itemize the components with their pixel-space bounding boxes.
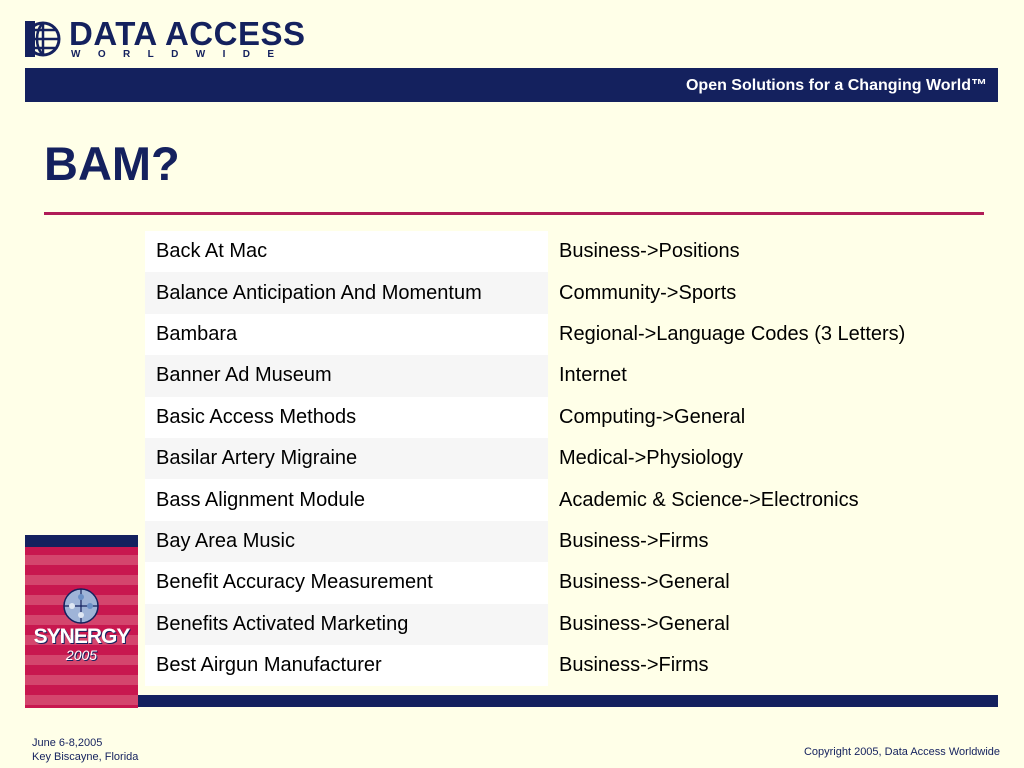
category-cell: Business->General: [548, 562, 966, 603]
acronym-expansion-cell: Basilar Artery Migraine: [145, 438, 548, 479]
table-row: [145, 438, 966, 479]
title-divider: [44, 212, 984, 215]
table-row: [145, 355, 966, 396]
category-cell: Internet: [548, 355, 966, 396]
event-date: June 6-8,2005: [32, 737, 103, 749]
table-row: [145, 645, 966, 686]
acronym-expansion-cell: Basic Access Methods: [145, 397, 548, 438]
header-banner: [25, 68, 998, 102]
table-row: [145, 231, 966, 272]
category-cell: Regional->Language Codes (3 Letters): [548, 314, 966, 355]
table-row: [145, 272, 966, 313]
logo-subtitle: WORLDWIDE: [71, 49, 292, 60]
acronym-expansion-cell: Balance Anticipation And Momentum: [145, 272, 548, 313]
tagline: Open Solutions for a Changing World™: [685, 77, 987, 94]
table-row: [145, 314, 966, 355]
category-cell: Business->Firms: [548, 645, 966, 686]
synergy-logo: [25, 535, 138, 708]
event-location: Key Biscayne, Florida: [32, 751, 139, 763]
synergy-top-strip: [25, 535, 138, 547]
copyright: Copyright 2005, Data Access Worldwide: [803, 746, 1000, 758]
category-cell: Academic & Science->Electronics: [548, 479, 966, 520]
category-cell: Medical->Physiology: [548, 438, 966, 479]
table-row: [145, 479, 966, 520]
acronym-expansion-cell: Benefits Activated Marketing: [145, 604, 548, 645]
puzzle-globe-icon: [61, 586, 101, 626]
acronym-expansion-cell: Benefit Accuracy Measurement: [145, 562, 548, 603]
synergy-name: SYNERGY: [33, 625, 130, 648]
category-cell: Business->Firms: [548, 521, 966, 562]
category-cell: Community->Sports: [548, 272, 966, 313]
table-row: [145, 397, 966, 438]
globe-logo-icon: [25, 19, 61, 59]
acronym-expansion-cell: Bambara: [145, 314, 548, 355]
page-title: BAM?: [44, 137, 180, 190]
synergy-year: 2005: [65, 647, 98, 663]
acronym-expansion-cell: Bass Alignment Module: [145, 479, 548, 520]
category-cell: Business->General: [548, 604, 966, 645]
category-cell: Computing->General: [548, 397, 966, 438]
bottom-bar: [25, 695, 998, 707]
acronym-expansion-cell: Bay Area Music: [145, 521, 548, 562]
acronym-expansion-cell: Back At Mac: [145, 231, 548, 272]
table-row: [145, 562, 966, 603]
category-cell: Business->Positions: [548, 231, 966, 272]
table-row: [145, 521, 966, 562]
table-row: [145, 604, 966, 645]
acronym-expansion-cell: Best Airgun Manufacturer: [145, 645, 548, 686]
acronym-table: [145, 231, 966, 686]
acronym-expansion-cell: Banner Ad Museum: [145, 355, 548, 396]
logo-name: DATA ACCESS: [69, 15, 306, 52]
